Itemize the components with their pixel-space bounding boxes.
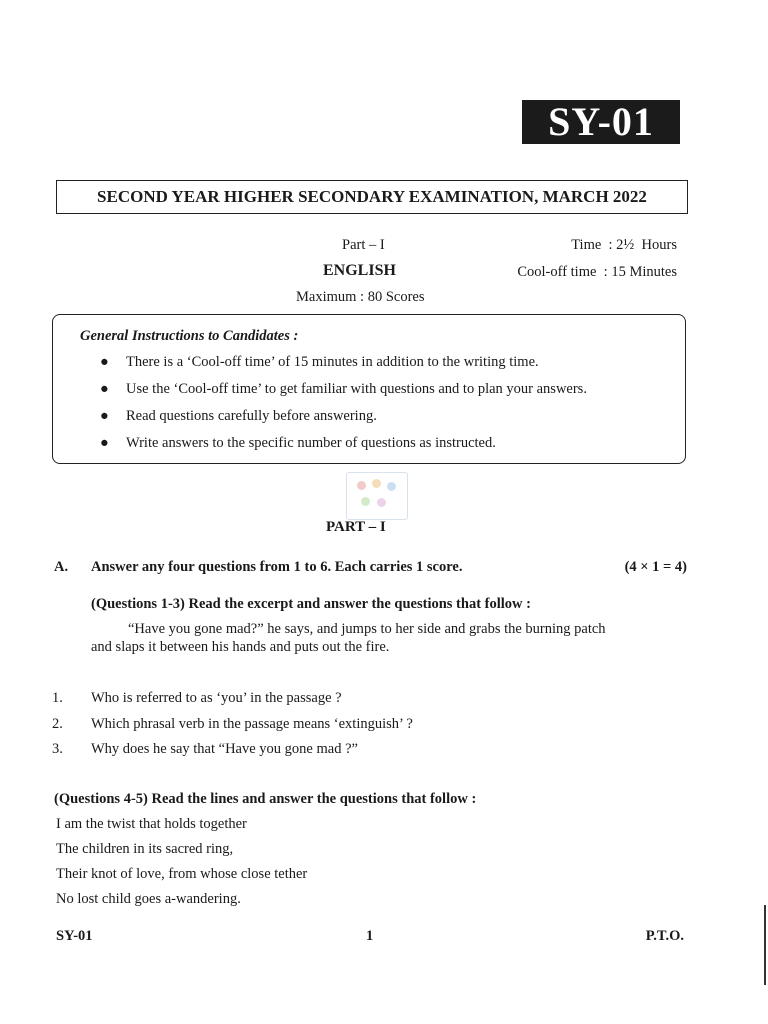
instruction-item: ● There is a ‘Cool-off time’ of 15 minutes in addition to the writing time.: [100, 354, 539, 370]
question-number: 1.: [52, 690, 63, 706]
instructions-title: General Instructions to Candidates :: [80, 328, 299, 344]
excerpt-heading: (Questions 1-3) Read the excerpt and answer the questions that follow :: [91, 596, 531, 612]
exam-title: SECOND YEAR HIGHER SECONDARY EXAMINATION, MARCH 2022: [56, 180, 688, 214]
footer-code: SY-01: [56, 928, 93, 944]
excerpt-line: and slaps it between his hands and puts out the fire.: [91, 639, 390, 655]
page-number: 1: [366, 928, 374, 944]
poem-line: I am the twist that holds together: [56, 816, 247, 832]
section-marks: (4 × 1 = 4): [624, 559, 687, 575]
part-heading: PART – I: [326, 519, 386, 535]
poem-line: Their knot of love, from whose close tether: [56, 866, 308, 882]
poem-line: The children in its sacred ring,: [56, 841, 234, 857]
instruction-item: ● Write answers to the specific number of questions as instructed.: [100, 435, 496, 451]
bullet-icon: ●: [100, 435, 109, 451]
poem-line: No lost child goes a-wandering.: [56, 891, 241, 907]
question-number: 2.: [52, 716, 63, 732]
bullet-icon: ●: [100, 408, 109, 424]
scan-edge-line: [764, 905, 766, 985]
question-text: Which phrasal verb in the passage means ‘extinguish’ ?: [91, 716, 413, 732]
section-label: A.: [54, 559, 69, 575]
instruction-item: ● Use the ‘Cool-off time’ to get familiar with questions and to plan your answers.: [100, 381, 587, 397]
question-number: 3.: [52, 741, 63, 757]
instruction-item: ● Read questions carefully before answering.: [100, 408, 377, 424]
bullet-icon: ●: [100, 381, 109, 397]
subject-title: ENGLISH: [323, 262, 396, 279]
question-text: Why does he say that “Have you gone mad ?”: [91, 741, 358, 757]
cool-off-label: Cool-off time : 15 Minutes: [517, 264, 677, 280]
question-text: Who is referred to as ‘you’ in the passage ?: [91, 690, 342, 706]
poem-heading: (Questions 4-5) Read the lines and answer the questions that follow :: [54, 791, 477, 807]
watermark-logo-icon: [346, 472, 408, 520]
bullet-icon: ●: [100, 354, 109, 370]
section-instruction: Answer any four questions from 1 to 6. Each carries 1 score.: [91, 559, 463, 575]
max-scores: Maximum : 80 Scores: [296, 289, 425, 305]
paper-code-badge: SY-01: [522, 100, 680, 144]
part-label: Part – I: [342, 237, 385, 253]
please-turn-over: P.T.O.: [645, 928, 684, 944]
time-label: Time : 2½ Hours: [571, 237, 677, 253]
excerpt-line: “Have you gone mad?” he says, and jumps to her side and grabs the burning patch: [128, 621, 606, 637]
